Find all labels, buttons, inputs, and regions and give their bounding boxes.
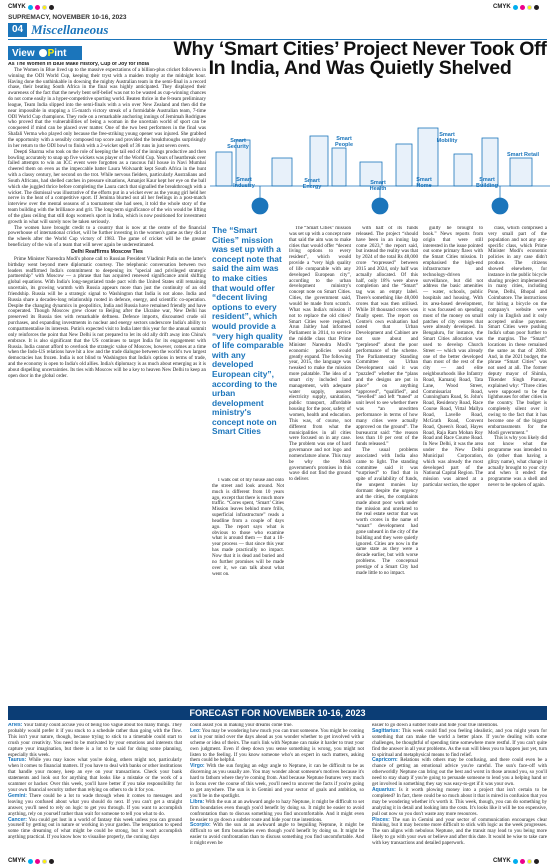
horoscope-entry — [8, 794, 182, 818]
graphic-label-home: Smart Home — [416, 177, 432, 189]
article-left — [8, 62, 206, 702]
cmyk-label: CMYK — [8, 4, 26, 10]
horoscope-entry — [372, 729, 547, 759]
section-header — [8, 22, 108, 38]
horoscope-entry — [372, 818, 547, 848]
horoscope-entry — [372, 788, 547, 818]
cyan-swatch — [28, 859, 33, 864]
viewpoint-dot-icon — [39, 49, 47, 57]
yellow-swatch — [527, 5, 532, 10]
horoscope-text: This week could find you feeling idealistic, and you might yearn for something that can make the world a better place. If you're dealing with some challenges, be thoughtful of spending time somewhere more restful. If you can't quite find the answer in all your problems. As the sun will bless you to happen just yet, turn to spiritual and metaphysical means to find relief. — [372, 727, 547, 758]
sign-name: Pisces: — [372, 816, 390, 823]
horoscope-entry — [190, 823, 364, 847]
cmyk-label: CMYK — [493, 858, 511, 864]
black-swatch — [534, 5, 539, 10]
publication-dateline: SUPREMACY, NOVEMBER 10-16, 2023 — [8, 14, 127, 21]
article-paragraph: The Women in Blue lived up to the massive expectations of a billion-plus cricket followers in winning the ODI World Cup, keeping their tryst with a maiden trophy at the midnight hour. Having done the unthinkable in downing the mighty Australian team in the semi-final in a record chase, their beating South Africa in the final was highly anticipated. They displayed their awareness of the fact that the newly bent self-belief was not to be wasted as cup-winning chances do not come easily in a hyper-competitive sporting world. Beaten thrice in the 8-team preliminary league, Team India slipped into the semi-finals with a win over New Zealand and then did the near impossible in stopping a 15-match victory streak of a formidable Australian team, 7-time ODI World Cup champions. They rode on a remarkable anchoring innings of Jemimah Rodrigues who proved that the vulnerabilities of being a woman in the uncertain world of sport can be conquered if mind can be placed over matter. One of the two best performers in the final was Shafali Verma who played only because the free-striking young opener was injured. She grabbed the opportunity with a sensibly composed top score and provided the breakthroughs surprisingly in her return to the ODI bowl to finish with a 2-wicket spell of 36 runs in just seven overs. — [8, 66, 206, 149]
article-mid — [289, 226, 351, 702]
forecast-column-3 — [372, 723, 547, 857]
article-paragraph: The “Smart Cities” mission was set up with a concept note that said the aim was to make cities that would offer “decent living options to every resident”, which would provide a “very high quality of life comparable with any developed European city”, according to the urban development ministry's concept note on Smart Cities. Cities, the government said, would be made from scratch. What was India's mission if not to replace the old cities? Smart Cities were required, Arun Jaitley had informed Parliament in 2014, to service the middle class that Prime Minister Narendra Modi's economic policies would greatly expand. The following year, 2015, the language was tweaked to make the mission more palatable. The idea of a smart city included land management, with adequate water supply, assured electricity supply, sanitation, public transport, affordable housing for the poor, safety of women, health and education. This was, of course, not different from what the municipalities in all cities were focused on in any case. The problem was one of hard governance and not logo and nomenclature alone. This may be why the Modi government's promises in this wave did not find the ground to deliver. — [289, 226, 351, 483]
yellow-swatch — [42, 5, 47, 10]
cmyk-label: CMYK — [8, 858, 26, 864]
graphic-label-building: Smart Building — [476, 177, 498, 189]
article-paragraph: Deepti Sharma who took on the role of keeping the tail end of the innings productive and then bowling accurately to snap up five wickets was player of the World Cup. Years of heartbreak over failed attempts to win an ICC event were forgotten as a raucous full house in Navi Mumbai cheered them on even as the impeccable batter Laura Wolvaardt kept South Africa in the hunt with a classy century, her second on the trot. While nervous fielders, particularly Australians and South Africans, had shelled catches in pressure situations, Amanjot Kaur kept her eye on the ball which she juggled thrice before completing the Laura catch that signalled the breakthrough with a wicket. The dismissal was illustrative of the efforts put in a wicket ever as the young girl held her nerve in the heat of a competitive sport. If Jemima blurted out all her feelings in a post-match interview over the mental seasons of a tournament she had seen, it told the whole story of the team building with the brilliance and grit. The long-term significance of the win would be lifting of the glass ceiling that still dogs women's sport in India, which is now positioned for investment growth in what will surely now be taken seriously. — [8, 148, 206, 225]
graphic-label-people: Smart People — [334, 136, 354, 148]
forecast-column-1 — [8, 723, 182, 857]
graphic-label-industry: Smart Industry — [233, 177, 255, 189]
forecast-column-2 — [190, 723, 364, 857]
article-byline: As The Women In Blue Make History, Cup of Joy for India — [8, 62, 150, 67]
horoscope-entry — [372, 758, 547, 788]
horoscope-text: Relations with others may be confusing, and there could even be a chance of getting an emotional advice you're careful. The sun's face-off with otherworldly Neptune can bring out the best and worst in those around you, so you'll need to stay sharp if you're going to persuade someone to lend you a helping hand or get involved in something they say was easy-to-get if it was your own. — [372, 757, 547, 788]
horoscope-text: While you may know what you're doing, others might not, particularly when it comes to financial matters. If you have to deal with banks or other institutions that handle your money, keep an eye on your transactions. Check your bank statements and look out for anything that looks like a mistake or the work of a scammer or hacker. Over this week, you'll have better if you take responsibility for your own financial security rather than relying on others to do it for you. — [8, 757, 182, 793]
article-far-right — [423, 226, 483, 702]
sign-name: Cancer: — [8, 816, 27, 823]
magenta-swatch — [35, 859, 40, 864]
magenta-swatch — [520, 5, 525, 10]
cyan-swatch — [513, 859, 518, 864]
sign-name: Aquarius: — [372, 786, 396, 793]
horoscope-text: The sun in Gemini and your sector of communication encourages clear thinking, but it may become more difficult to stick with logic as the week progresses. The sun aligns with nebulous Neptune, and the transit may lead to you being more likely to go with your own or believe and after this date. It would be wise to take care with key transactions and detailed paperwork. — [372, 816, 547, 847]
cmyk-registration-mark-bottom-right — [493, 858, 539, 864]
horoscope-entry — [190, 800, 364, 824]
sign-name: Virgo: — [190, 763, 205, 770]
graphic-label-retail: Smart Retail — [506, 152, 540, 158]
magenta-swatch — [35, 5, 40, 10]
yellow-swatch — [42, 859, 47, 864]
horoscope-text: Is it worth plowing money into a project that isn't certain to be completed? In fact, there could be so much about it that is mired in confusion that you may be wondering whether it's worth it. This week, though, you can do something by analyzing it in detail and looking into the costs. It's looks like it will be too expensive, pull out now so you don't waste any more resources. — [372, 786, 547, 817]
sign-name: Scorpio: — [190, 822, 211, 829]
magenta-swatch — [520, 859, 525, 864]
yellow-swatch — [527, 859, 532, 864]
viewpoint-p: P — [47, 47, 55, 59]
article-subhead: Delhi Reaffirms Moscow Ties — [71, 249, 143, 255]
horoscope-entry — [8, 723, 182, 758]
article-paragraph: guilty he brought to book.” News reports from origin that were still interested in the issue pointed out some primary flaws with the Smart Cities mission. It emphasised the high-end infrastructure and technology-driven surveillance, but did not address the basic amenities — water, schools, public hospitals and housing. With its area-based development, it was focussed on spending most of the money on small patches of city centres that were already developed. In Bengaluru, for instance, the Smart Cities allocation was used to develop Church Street — which was already one of the better developed than most of the rest of the city — and elite neighbourhoods like Infantry Road, Kamaraj Road, Tata Lane, Wood Street, Commissariat Road, Cunningham Road, St. John's Road, Residency Road, Race Course Road, Vittal Mallya Road, Lavelle Road, McGrath Road, Convent Road, Queen's Road, Hayes Road, Raja Ram Mohan Roy Road and Race Course Road. In New Delhi, it was the area under the New Delhi Municipal Corporation, which was already the most developed part of the National Capital Region. The mission was aimed at a particular section, the upper — [423, 226, 483, 489]
cyan-swatch — [28, 5, 33, 10]
cyan-swatch — [513, 5, 518, 10]
article-paragraph: class, which comprised a very small part of the population and not any any-specific class, which Prime Minister Modi's economic policies in any case didn't produce. The citizens showed elsewhere, for instance in the public bicycle sharing project implemented in many cities, including Pune, Delhi, Bhopal and Coimbatore. The instructions for hiring a bicycle on the company's website were only in English and it only accepted online payment. Smart Cities were pushing India's urban poor further to the margins. The “Smart” locations in these remained the same as that of 2008. And, in the 2021 budget, the phrase “Smart Cities” was not used at all. The former deputy mayor of Shimla, Tikender Singh Panwar, explained why: “Three cities were supposed to be the lighthouses for other cities in the country. The budget is completely silent over it owing to the fact that it has become one of the biggest embarrassments for the Modi government.” — [488, 226, 547, 436]
horoscope-entry — [190, 764, 364, 799]
sign-name: Leo: — [190, 727, 201, 734]
horoscope-text: There could be a lot to wade through when it comes to messages and leaving you confused about what you should do next. If you can't get a straight answer, you'll need to rely on logic to get you through. If you want to accomplish anything, rely on yourself rather than wait for someone to tell you what to do. — [8, 792, 182, 817]
cmyk-registration-mark-bottom — [8, 858, 54, 864]
article-paragraph: The usual problems associated with India also came to light. The standing committee said it was “surprised” to find that in spite of availability of funds, the unspent monies lay dormant despite the urgency and the cities, the complaints made about poor work under the mission and unrelated to the real estate sector that was worth crores in the name of “smart” development had gone unheard in the city of the building and they were quietly ignored. Cities are now in the same state as they were a decade earlier, but with worse problems. The conceptual prestige of a Smart City had made little to no impact. — [356, 447, 418, 576]
cmyk-label: CMYK — [493, 4, 511, 10]
forecast-title: FORECAST FOR NOVEMBER 10-16, 2023 — [8, 706, 547, 720]
horoscope-text: With the sun at an awkward angle to beguiling Neptune, it might be difficult to set firm boundaries even though you'd benefit by doing so. It might be easier to avoid confrontation than to discuss something you find uncomfortable. And it might even be — [190, 822, 364, 847]
article-paragraph: Prime Minister Narendra Modi's phone call to Russian President Vladimir Putin on the latter's birthday went beyond mere diplomatic courtesy. The telephonic conversation between two leaders reaffirmed India's commitment to deepening its "special and privileged strategic partnership" with Moscow — a phrase that has acquired renewed significance amid shifting global equations. With India's long-negotiated trade pact with the United States still remaining uncertain, its growing warmth with Russia appears more than just the continuity of an old friendship. Russia will be a strategic signal to Washington that India is not alone. India and Russia share a decades-long relationship rooted in defence, energy, and scientific co-operation. Despite the changing dynamics in geopolitics, India and Russia have remained friendly and have cooperated. Though Moscow grew closer to Beijing after the Ukraine war, New Delhi has preserved its Russia ties with remarkable deftness. Defence imports, discounted crude oil purchases, and expanding investments in nuclear and energy sectors underscore India's ability to compartmentalise its interests. Putin's expected visit to India later this year for the annual summit only reinforces the point that New Delhi is not prepared to let its old ally drift away into China's embrace. It is also significant that the US continues to target India for its engagement with Russia. India cannot afford to overlook the strategic value of Moscow, however, comes at a time when the Indo-US relations have hit a low and the trade dialogue between the world's two largest democracies has frozen. India is not blind to Washington that India's options in terms of trade, and the economy is open to India's old allies. India's diplomacy is as much about emerging as it is about dispelling uncertainties. Its ties with Moscow will be a key to heaven New Delhi to keep an open door in the global order. — [8, 255, 206, 379]
viewpoint-label-view: View — [12, 47, 35, 59]
graphic-label-mobility: Smart Mobility — [436, 132, 458, 144]
sign-name: Capricorn: — [372, 757, 398, 764]
graphic-label-health: Smart Health — [369, 180, 387, 192]
article-paragraph: This is why you likely did not know what the programme was intended to do (other than having a glitzy name), what change it actually brought to your city and when it ended: the programme was a shell and never to be spoken of again. — [488, 435, 547, 489]
article-paragraph: with half of its funds released. The project “should have been in an inning lap come 2023,” the report said, but instead the reality was that by 2024 of the total Rs 48,000 crore “expressed” between 2015 and 2024, only half was actually allocated. Of this half, only 18% were above completion and the “Smart” tag was an empty label. There's something like 48,000 crores that was then utilised. While 18 thousand crores was finally spent. The report on Centre's own evaluation had noted that Urban Development and Cabinet are not sure about and “perplexed” about the poor performance of the scheme. The Parliamentary Standing Committee on Urban Development said it was “puzzled” whether the “plans and the designs are put in place” on anything “approved”, “qualified”, and “levelled” and left “tuned” at unit level to see whether there was “an unwritten performance in terms of how many cities were actually approved on the ground”. The bureaucrat said: “the reason less than 10 per cent of the funds released.” — [356, 226, 418, 448]
horoscope-entry — [8, 818, 182, 842]
article-last — [488, 226, 547, 702]
cmyk-registration-mark — [8, 4, 54, 10]
horoscope-text: With the sun at an awkward angle to hazy Neptune, it might be difficult to set firm boundaries even though you'd benefit by doing so. It might be easier to avoid confrontation than to discuss something you find uncomfortable. And it might even be easier to go down a subtler route and hide your true intentions. — [190, 798, 364, 823]
headline: Why ‘Smart Cities’ Project Never Took Off In India, And Was Quietly Shelved — [173, 38, 547, 79]
horoscope-text: You may be wondering how much you can trust someone. You might be coming out in your mind over the days ahead as you wonder whether to get involved with a scheme or idea of theirs. The sun's link with Neptune can make it harder to trust your own judgment. Even if deep down you sense something is wrong, you might not listen to the feeling. If you know someone who's an expert in such matters, asking them could be helpful. — [190, 727, 364, 764]
horoscope-text: easier to go down a subtler route and hide your true intentions. — [372, 723, 499, 728]
black-swatch — [49, 5, 54, 10]
horoscope-text: With the sun forging an edgy angle to Neptune, it can be difficult to be as discerning as you usually are. You may wonder about someone's motives because it's hard to fathom where they're coming from. And because Neptune features very much in focus over the course of this week, you'll need to uncover the facts if you're going to get anywhere. The sun is in Gemini and your sector of goals and ambition, so you'll be in the spotlight. — [190, 763, 364, 799]
viewpoint-badge — [8, 46, 82, 60]
horoscope-text: could assist you in making your dreams come true. — [190, 723, 293, 728]
sign-name: Aries: — [8, 723, 23, 728]
pull-quote: The “Smart Cities” mission was set up with a concept note that said the aim was to make cities that would offer “decent living options to every resident”, which would provide a “very high quality of life comparable with any developed European city”, according to the urban development ministry's concept note on Smart Cities — [212, 226, 284, 437]
black-swatch — [534, 859, 539, 864]
graphic-label-security: Smart Security — [227, 138, 249, 150]
graphic-label-energy: Smart Energy — [302, 178, 322, 190]
article-mid-lower — [212, 478, 284, 702]
horoscope-text: You could get lost in a world of fantasy this week unless you can ground yourself by getting out in nature or working in your garden. The temptation to spend some time dreaming of what might be could be strong, but it won't accomplish anything practical. If you know how to visualise properly, the coming days — [8, 816, 182, 841]
horoscope-entry — [190, 729, 364, 764]
page-number: 04 — [8, 23, 27, 37]
smart-city-illustration — [210, 118, 550, 222]
black-swatch — [49, 859, 54, 864]
horoscope-text: Your family could accuse you of being too vague about too many things. They probably would prefer it if you stuck to a schedule rather than going with the flow. This isn't your nature, though, because trying to stick to a timetable could start to crush your creativity. You need to be motivated by your emotions and interests that capture your imagination, but there is a lot to be said for doing some planning, especially this week. — [8, 723, 182, 758]
section-title: Miscellaneous — [31, 22, 109, 37]
horoscope-entry — [8, 758, 182, 793]
sign-name: Gemini: — [8, 792, 27, 799]
sign-name: Libra: — [190, 798, 205, 805]
sign-name: Taurus: — [8, 757, 27, 764]
article-paragraph: The women have brought credit to a country that is now at the centre of the financial powerhouse of international cricket, will be further investing in the women's game as they did at the wheels after the World Cup victory of 1983. The game of cricket will be the greater beneficiary of the win of a team that will never again be underestimated. — [8, 224, 206, 249]
sign-name: Sagittarius: — [372, 727, 401, 734]
viewpoint-label-point: int — [54, 47, 67, 59]
cmyk-registration-mark-right — [493, 4, 539, 10]
article-right — [356, 226, 418, 702]
article-paragraph: I walk out of my house and onto the street and look around. Not much is different from 10 years ago, except that there is much more traffic. “Cores spent, ‘Smart’ Cities Mission leaves behind more frills, superficial infrastructure” reads a headline from a couple of days ago. The report says what is obvious to those who examine what is around them — that a 10-year process — that since this year has made practically no impact. Now that it is dead and buried and no further promises will be made over it, we can talk about what went on. — [212, 478, 284, 577]
